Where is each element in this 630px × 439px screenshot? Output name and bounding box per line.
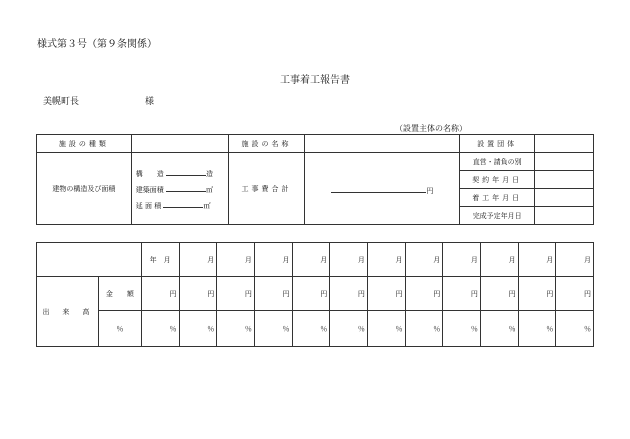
percent-cell[interactable]: ％ [405, 311, 443, 347]
facility-type-label: 施設の種類 [37, 135, 132, 153]
month-header: 月 [330, 243, 368, 277]
amount-cell[interactable]: 円 [217, 277, 255, 311]
organization-value[interactable] [535, 135, 594, 153]
facility-name-label: 施設の名称 [228, 135, 305, 153]
amount-cell[interactable]: 円 [330, 277, 368, 311]
month-header: 月 [217, 243, 255, 277]
amount-cell[interactable]: 円 [443, 277, 481, 311]
completion-date-label: 完成予定年月日 [460, 207, 535, 225]
amount-cell[interactable]: 円 [141, 277, 179, 311]
start-date-label: 着工年月日 [460, 189, 535, 207]
contract-date-value[interactable] [535, 171, 594, 189]
signature-label: （設置主体の名称） [395, 124, 467, 133]
organization-label: 設置団体 [460, 135, 535, 153]
facility-table [36, 134, 594, 225]
percent-cell[interactable]: ％ [292, 311, 330, 347]
percent-cell[interactable]: ％ [254, 311, 292, 347]
month-header: 月 [367, 243, 405, 277]
percent-cell[interactable]: ％ [217, 311, 255, 347]
total-cost-label: 工事費合計 [228, 153, 305, 225]
structure-label: 建物の構造及び面積 [37, 153, 132, 225]
form-number: 様式第３号（第９条関係） [37, 39, 157, 50]
month-header: 月 [292, 243, 330, 277]
percent-cell[interactable]: ％ [556, 311, 594, 347]
percent-cell[interactable]: ％ [480, 311, 518, 347]
facility-name-value[interactable] [305, 135, 460, 153]
start-date-value[interactable] [535, 189, 594, 207]
percent-cell[interactable]: ％ [367, 311, 405, 347]
contract-type-label: 直営・請負の別 [460, 153, 535, 171]
amount-cell[interactable]: 円 [292, 277, 330, 311]
month-header: 月 [518, 243, 556, 277]
amount-cell[interactable]: 円 [556, 277, 594, 311]
structure-fields[interactable] [131, 153, 228, 225]
amount-cell[interactable]: 円 [480, 277, 518, 311]
honorific: 様 [145, 97, 155, 107]
percent-label: ％ [98, 311, 141, 347]
amount-label: 金 額 [98, 277, 141, 311]
amount-cell[interactable]: 円 [367, 277, 405, 311]
percent-cell[interactable]: ％ [518, 311, 556, 347]
month-header: 月 [443, 243, 481, 277]
percent-cell[interactable]: ％ [141, 311, 179, 347]
amount-cell[interactable]: 円 [254, 277, 292, 311]
month-header: 月 [480, 243, 518, 277]
percent-cell[interactable]: ％ [179, 311, 217, 347]
progress-table [36, 242, 594, 347]
percent-cell[interactable]: ％ [330, 311, 368, 347]
month-header: 月 [254, 243, 292, 277]
amount-cell[interactable]: 円 [518, 277, 556, 311]
completion-date-value[interactable] [535, 207, 594, 225]
facility-type-value[interactable] [131, 135, 228, 153]
contract-type-value[interactable] [535, 153, 594, 171]
month-header: 月 [179, 243, 217, 277]
progress-row-label: 出 来 高 [37, 277, 99, 347]
document-title: 工事着工報告書 [280, 75, 350, 86]
addressee: 美幌町長 [43, 97, 80, 107]
building-area-field[interactable]: 建築面積 ㎡ [132, 181, 228, 197]
year-month-header: 年 月 [141, 243, 179, 277]
structure-field[interactable]: 構 造 造 [132, 165, 228, 181]
percent-cell[interactable]: ％ [443, 311, 481, 347]
month-header: 月 [405, 243, 443, 277]
month-header: 月 [556, 243, 594, 277]
contract-date-label: 契約年月日 [460, 171, 535, 189]
total-cost-value[interactable]: 円 [305, 153, 460, 225]
floor-area-field[interactable]: 延 面 積 ㎡ [132, 197, 228, 213]
amount-cell[interactable]: 円 [405, 277, 443, 311]
amount-cell[interactable]: 円 [179, 277, 217, 311]
